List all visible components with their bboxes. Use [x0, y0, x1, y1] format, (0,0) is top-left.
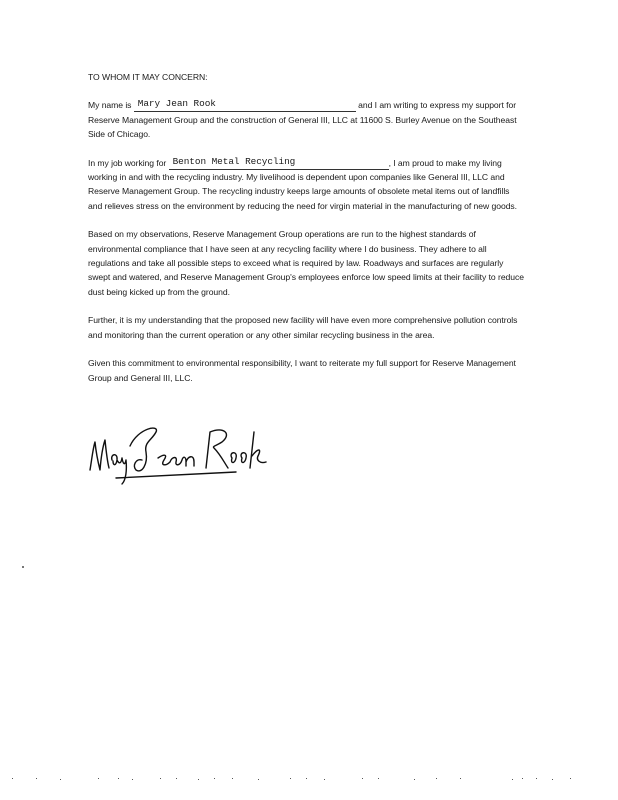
name-value: Mary Jean Rook	[137, 98, 216, 110]
job-lead-text: In my job working for	[88, 157, 167, 168]
paragraph-job	[88, 156, 524, 213]
stray-scan-mark	[22, 566, 24, 568]
name-field	[134, 100, 356, 112]
company-value: Benton Metal Recycling	[172, 155, 296, 167]
intro-lead-text: My name is	[88, 100, 132, 111]
paragraph-intro	[88, 98, 524, 141]
intro-rest-text: and I am writing to express my support for Reserve Management Group and the construction of General III, LLC at 11600 S. Burley Avenue on the Southeast Side of Chicago.	[88, 100, 517, 139]
company-field	[169, 155, 389, 170]
scan-noise-footer	[0, 774, 618, 784]
salutation: TO WHOM IT MAY CONCERN:	[88, 72, 208, 82]
paragraph-closing: Given this commitment to environmental responsibility, I want to reiterate my full support for Reserve Management Group and General III, LLC.	[88, 358, 516, 383]
job-rest-text: , I am proud to make my living working in and with the recycling industry. My livelihood is dependent upon companies like General III, LLC and Reserve Management Group. The recycling industry keeps large amounts of obsolete metal items out of landfills and relieves stress on the environment by reducing the need for virgin material in the manufacturing of new goods.	[88, 157, 518, 211]
paragraph-observations: Based on my observations, Reserve Management Group operations are run to the highest standards of environmental compliance that I have seen at any recycling facility where I do business. They adhere to all regulations and take all possible steps to exceed what is required by law. Roadways and surfaces are regularly swept and watered, and Reserve Management Group's employees enforce low speed limits at their facility to reduce dust being kicked up from the ground.	[88, 229, 524, 297]
handwritten-signature	[86, 418, 286, 488]
paragraph-new-facility: Further, it is my understanding that the proposed new facility will have even more comprehensive pollution controls and monitoring than the current operation or any other similar recycling business in the area.	[88, 315, 518, 340]
letter-body	[88, 70, 524, 400]
